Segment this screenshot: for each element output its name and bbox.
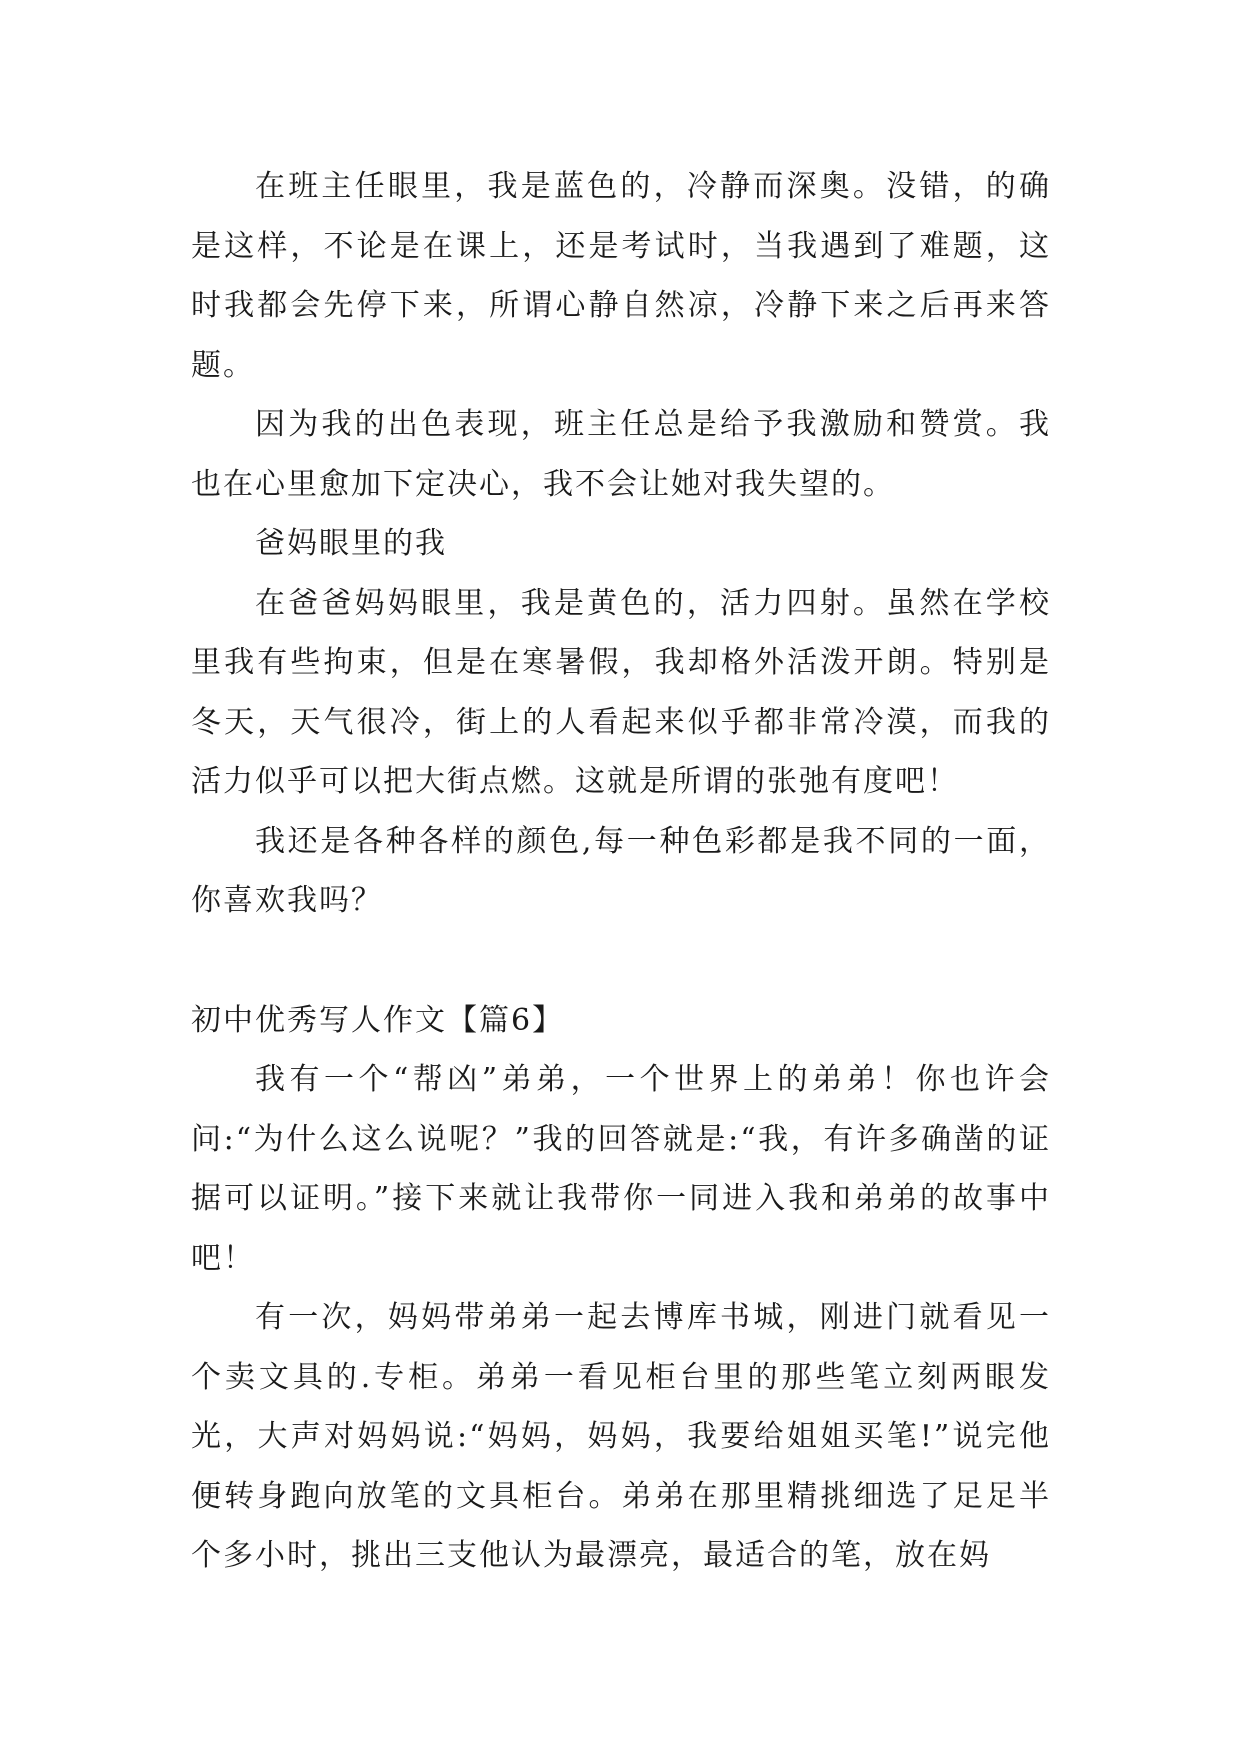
paragraph-teacher-praise: 因为我的出色表现，班主任总是给予我激励和赞赏。我也在心里愈加下定决心，我不会让她对我失望的。	[191, 407, 1051, 502]
paragraph-brother-intro: 我有一个“帮凶”弟弟，一个世界上的弟弟！你也许会问:“为什么这么说呢？”我的回答就是:“我，有许多确凿的证据可以证明。”接下来就让我带你一同进入我和弟弟的故事中吧！	[191, 1062, 1051, 1276]
paragraph-teacher-view: 在班主任眼里，我是蓝色的，冷静而深奥。没错，的确是这样，不论是在课上，还是考试时，当我遇到了难题，这时我都会先停下来，所谓心静自然凉，冷静下来之后再来答题。	[191, 169, 1051, 383]
section-heading: 初中优秀写人作文【篇6】	[191, 1002, 565, 1038]
subheading-parents-view: 爸妈眼里的我	[255, 526, 447, 561]
document-body	[191, 157, 1051, 1586]
paragraph-colors-summary: 我还是各种各样的颜色,每一种色彩都是我不同的一面，你喜欢我吗？	[191, 823, 1051, 918]
paragraph-bookstore-story: 有一次，妈妈带弟弟一起去博库书城，刚进门就看见一个卖文具的.专柜。弟弟一看见柜台里的那些笔立刻两眼发光，大声对妈妈说:“妈妈，妈妈，我要给姐姐买笔!”说完他便转身跑向放笔的文具柜台。弟弟在那里精挑细选了足足半个多小时，挑出三支他认为最漂亮，最适合的笔，放在妈	[191, 1300, 1051, 1573]
section-spacer	[191, 931, 1051, 991]
paragraph-parents-view: 在爸爸妈妈眼里，我是黄色的，活力四射。虽然在学校里我有些拘束，但是在寒暑假，我却格外活泼开朗。特别是冬天，天气很冷，街上的人看起来似乎都非常冷漠，而我的活力似乎可以把大街点燃。这就是所谓的张弛有度吧！	[191, 585, 1051, 799]
